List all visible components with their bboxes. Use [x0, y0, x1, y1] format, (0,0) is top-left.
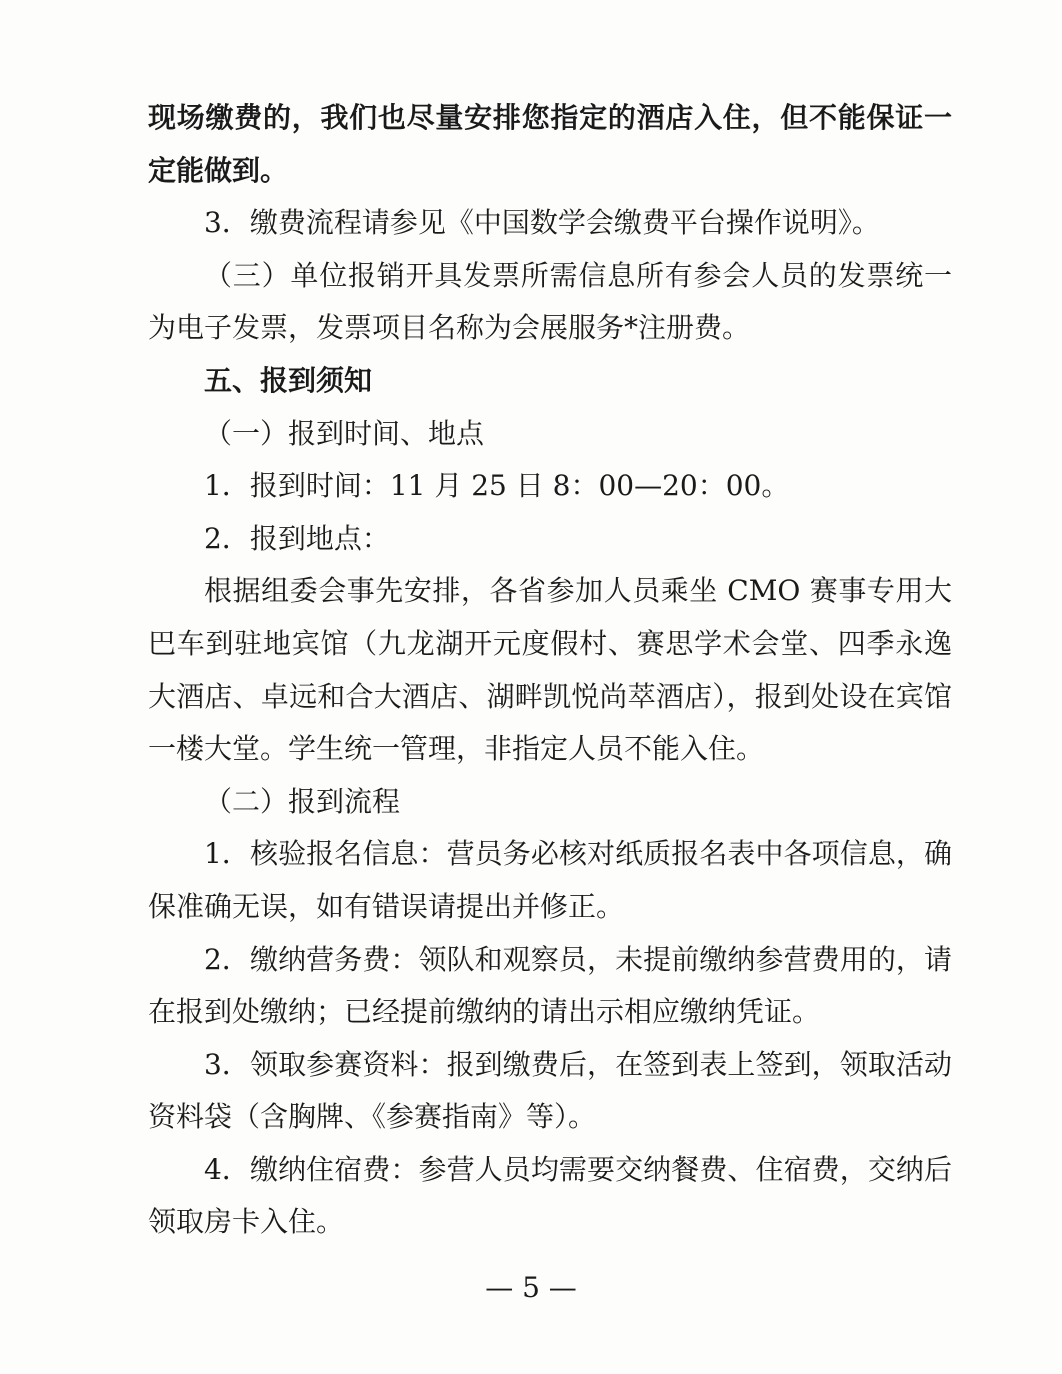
paragraph-line: 为电子发票，发票项目名称为会展服务*注册费。	[148, 311, 751, 345]
list-item: 2．报到地点：	[204, 521, 390, 555]
paragraph-line: 一楼大堂。学生统一管理，非指定人员不能入住。	[148, 732, 765, 766]
section-heading: 五、报到须知	[204, 363, 373, 397]
list-item: 3．领取参赛资料：报到缴费后，在签到表上签到，领取活动	[204, 1047, 952, 1081]
paragraph-line: 资料袋（含胸牌、《参赛指南》等）。	[148, 1100, 597, 1134]
paragraph-line: 现场缴费的，我们也尽量安排您指定的酒店入住，但不能保证一	[148, 101, 952, 134]
list-item: 2．缴纳营务费：领队和观察员，未提前缴纳参营费用的，请	[204, 942, 952, 976]
paragraph-line: 保准确无误，如有错误请提出并修正。	[148, 889, 625, 923]
list-item: 1．报到时间：11 月 25 日 8：00—20：00。	[204, 469, 790, 503]
list-item: 4．缴纳住宿费：参营人员均需要交纳餐费、住宿费，交纳后	[204, 1152, 952, 1186]
document-body	[148, 92, 952, 1249]
page-number: — 5 —	[485, 1271, 577, 1304]
subsection-heading: （二）报到流程	[204, 784, 401, 818]
paragraph-line: 定能做到。	[148, 153, 289, 187]
paragraph-line: 领取房卡入住。	[148, 1205, 345, 1239]
list-item: 1．核验报名信息：营员务必核对纸质报名表中各项信息，确	[204, 837, 952, 871]
subsection-heading: （一）报到时间、地点	[204, 416, 485, 450]
paragraph-line: 大酒店、卓远和合大酒店、湖畔凯悦尚萃酒店），报到处设在宾馆	[148, 679, 952, 713]
paragraph-line: 巴车到驻地宾馆（九龙湖开元度假村、赛思学术会堂、四季永逸	[148, 626, 952, 660]
paragraph-line: 在报到处缴纳；已经提前缴纳的请出示相应缴纳凭证。	[148, 995, 821, 1029]
subsection-heading: （三）单位报销开具发票所需信息所有参会人员的发票统一	[204, 258, 952, 292]
list-item: 3．缴费流程请参见《中国数学会缴费平台操作说明》。	[204, 206, 880, 240]
paragraph-line: 根据组委会事先安排，各省参加人员乘坐 CMO 赛事专用大	[204, 574, 952, 608]
